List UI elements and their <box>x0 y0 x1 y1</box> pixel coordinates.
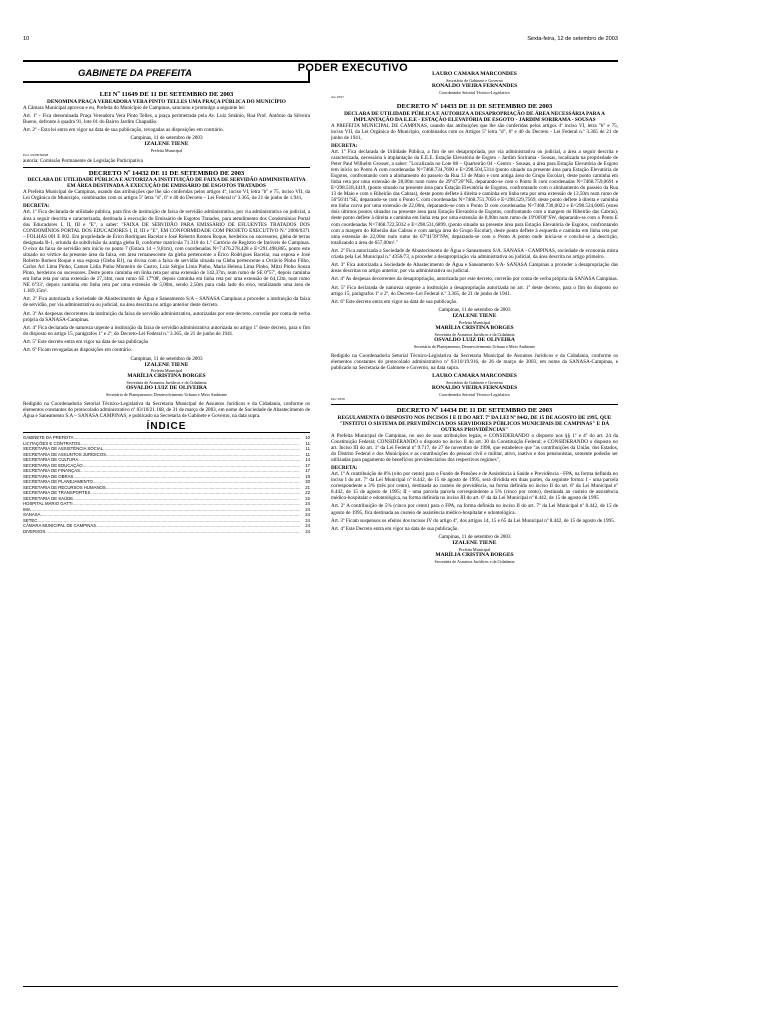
decree-14432-art6: Art. 6º Ficam revogadas as disposições em contrário. <box>23 347 133 354</box>
section-title: PODER EXECUTIVO <box>297 62 408 74</box>
index-entry-page: 24 <box>305 517 310 523</box>
index-entry-page: 19 <box>305 473 310 479</box>
signer-name: RONALDO VIEIRA FERNANDES <box>431 384 518 391</box>
decree-14432-art1: Art. 1º Fica declarada de utilidade pública, para fins de instituição de faixa de servidão administrativa, por via administrativa ou judicial, a área a seguir descrita e caracterizada, destinada à execução do Emissário de Esgotos Tratados, para atendimento dos Condomínios Portal dos Educadores I, II, III e "E", a saber: "FAIXA DE SERVIDÃO PARA EMISSÁRIO DE EFLUENTES TRATADOS DOS CONDOMÍNIOS PORTAL DOS EDUCADORES I, II, III e "E", EM CONFORMIDADE COM PROJETO EXECUTIVO N.º 2000/0371 – FOLHAS 001 E 002. Em propriedade de Érico Rodrigues Bacelar e José Roberto Romeu Roque, herdeiros ou sucessores, gleba de terras designada B-1, oriunda da subdivisão da antiga gleba B, conforme matrícula 71.310 do 1.º Cartório de Registro de Imóveis de Campinas. O eixo da faixa de servidão tem início no ponto 7 (Estaca 14 + 9,81m), com coordenadas N=7.476.278,428 e E=291.498,865, ponto este situado no vértice da presente área da faixa, em área remanescente da gleba pertencente a Érico Rodrigues Bacelar, sua esposa e José Roberto Romeu Roque e sua esposa (Gleba B1), na divisa com a faixa de servidão situada na Gleba pertencente a Octávio Pinho Filho, Carlos Ari Lima Pinho, Camen Lídia Pinho Monteiro de Castro, Luiz Sérgio Lima Pinho, Maria Helena Lima Pinho, Mitzi Pinho Souza Pinto, herdeiros ou sucessores. Deste ponto caminha em linha reta por uma extensão de 142,37m, num rumo de SE 0°57', depois caminha em linha reta por uma extensão de 27,34m, num rumo SE 17°08', depois caminha em linha reta por uma extensão de 64,12m, num rumo NE 6°33', depois caminha em linha reta por uma extensão de 5,00m, sendo 2,50m para cada lado do eixo, totalizando uma área de 1.169,15m². <box>23 209 310 295</box>
decree-14433-art4: Art. 4º As despesas decorrentes da desapropriação, autorizada por este decreto, correrão por conta de verba própria da SANASA Campinas. <box>331 276 618 283</box>
index-entry-page: 11 <box>305 440 310 446</box>
index-row <box>23 529 310 535</box>
index-entry-page: 24 <box>305 501 310 507</box>
decree-14434-art4: Art. 4º Este Decreto entra em vigor na data de sua publicação. <box>331 525 459 532</box>
index-list <box>23 432 310 534</box>
decree-14433-art6: Art. 6º Este decreto entra em vigor na data de sua publicação. <box>331 298 458 305</box>
newspaper-page <box>23 36 618 986</box>
decree-14432-art2: Art. 2º Fica autorizada a Sociedade de Abastecimento de Água e Saneamento S/A – SANASA Campinas a proceder a instituição da faixa de servidão, por via administrativa ou judicial, na área descrita no artigo anterior deste decreto. <box>23 296 310 309</box>
index-entry-page: 24 <box>305 523 310 529</box>
issue-date: Sexta-feira, 12 de setembro de 2003 <box>527 36 618 42</box>
decree-14433-place-date: Campinas, 11 de setembro de 2003 <box>438 307 511 314</box>
index-entry-name: SECRETARIA DE FINANÇAS <box>23 468 80 474</box>
index-entry-page: 24 <box>305 528 310 534</box>
signer-role: Secretária de Assuntos Jurídicos e da Cidadania <box>434 331 515 337</box>
signer-name: MARÍLIA CRISTINA BORGES <box>435 552 514 559</box>
decree-14433-redigido: Redigido na Coordenadoria Setorial Técnico-Legislativa da Secretaria Municipal de Assuntos Jurídicos e da Cidadania, conforme os elementos constantes do protocolado administrativo nº 03/10/19.916, de 26 de março de 2003, em nome da SANASA-Campinas, e publicado na Secretaria de Gabinete e Governo, na data supra. <box>331 352 618 371</box>
decree-14434-subtitle: REGULAMENTA O DISPOSTO NOS INCISOS I E II DO ART. 7º DA LEI Nº 8442, DE 15 DE AGOSTO DE 1995, QUE "INSTITUI O SISTEMA DE PREVIDÊNCIA DOS SERVIDORES PÚBLICOS MUNICIPAIS DE CAMPINAS" E DÁ OUTRAS PROVIDÊNCIAS" <box>337 414 612 433</box>
lei-title: LEI Nº 11649 DE 11 DE SETEMBRO DE 2003 <box>99 91 234 98</box>
signer-name: RONALDO VIEIRA FERNANDES <box>431 82 518 89</box>
signer-role: Secretária de Assuntos Jurídicos e da Cidadania <box>434 558 515 564</box>
decree-14434-intro: A Prefeita Municipal de Campinas, no uso de suas atribuições legais, e CONSIDERANDO o disposto nos §§ 1º e 4º do art. 24 da Constituição Federal; CONSIDERANDO o disposto no inciso II do art. 30 da Constituição Federal; e CONSIDERANDO o disposto no art. Inciso III do art. 1º da Lei Federal nº 9.717, de 27 de novembro de 1998, que estabelece que "as contribuições da União, dos Estados, do Distrito Federal e dos Municípios e as contribuições do pessoal civil e militar, ativo, inativo e dos pensionistas, somente poderão ser utilizadas para pagamento de benefícios previdenciários dos respectivos regimes", <box>331 432 618 463</box>
index-entry-name: SANASA <box>23 512 41 518</box>
index-entry-page: 17 <box>305 462 310 468</box>
index-title: ÍNDICE <box>146 421 187 433</box>
signer-name: LAURO CAMARA MARCONDES <box>432 372 517 379</box>
index-entry-page: 24 <box>305 506 310 512</box>
decree-14432-intro: A Prefeita Municipal de Campinas, usando das atribuições que lhe são conferidas pelos artigos 4º, inciso VI, letra "b" e 75, inciso VII, da Lei Orgânica do Município, combinados com os artigos 5º letra "d", 6º e 40 do Decreto – Lei Federal nº 3.365, de 21 de junho de 1.941, <box>23 189 310 202</box>
index-entry-name: SECRETARIA DE CULTURA <box>23 457 79 463</box>
index-entry-page: 22 <box>305 490 310 496</box>
decree-14434-art3: Art. 3º Ficam suspensos os efeitos dos incisos IV do artigo 4º, dos artigos 14, 15 e 65 da Lei Municipal nº 8.442, de 15 de agosto de 1995. <box>331 517 615 524</box>
signer-name: LAURO CAMARA MARCONDES <box>432 71 517 77</box>
decree-14432-title: DECRETO Nº 14432 DE 11 DE SETEMBRO DE 2003 <box>88 169 245 177</box>
signer-role: Prefeita Municipal <box>458 547 491 553</box>
index-entry-name: DIVERSOS <box>23 528 46 534</box>
lei-signer-role: Prefeita Municipal <box>150 148 183 154</box>
lei-art1: Art. 1º - Fica denominada Praça Vereadora Vera Pinto Telles, a praça perimetrada pela Av. Luiz Smânio, Rua Prof. Antônio da Silveira Bueno, defronte à quadra 91, lote 01 do Bairro Jardim Chapadão. <box>23 112 310 125</box>
signer-role: Prefeita Municipal <box>150 368 183 374</box>
signer-role: Prefeita Municipal <box>458 320 491 326</box>
signer-name: IZALENE TIENE <box>452 313 497 320</box>
decree-14433-art5: Art. 5º Fica declarada de natureza urgente a instituição a desapropriação autorizada no art. 1º deste decreto, para o fim do disposto no artigo 15, parágrafos 1º e 2º, do Decreto–Lei Federal n.º 3.365, de 21 de junho de 1941. <box>331 284 618 297</box>
left-column <box>23 68 310 564</box>
index-entry-name: SECRETARIA DE ASSISTÊNCIA SOCIAL <box>23 446 104 452</box>
index-entry-name: SECRETARIA DE EDUCAÇÃO <box>23 462 83 468</box>
index-entry-name: CÂMARA MUNICIPAL DE CAMPINAS <box>23 523 97 529</box>
index-entry-page: 22 <box>305 495 310 501</box>
signer-name: MARÍLIA CRISTINA BORGES <box>435 325 514 332</box>
index-entry-name: SECRETARIA DE ASSUNTOS JURÍDICOS <box>23 451 106 457</box>
lei-art2: Art. 2º - Esta lei entra em vigor na data de sua publicação, revogadas as disposições em contrário. <box>23 127 224 134</box>
index-entry-name: SECRETARIA DE OBRAS <box>23 473 74 479</box>
decree-14432-art5: Art. 5º Este decreto entra em vigor na data de sua publicação <box>23 339 149 346</box>
index-entry-page: 10 <box>305 435 310 441</box>
signer-name: IZALENE TIENE <box>452 540 497 547</box>
index-entry-name: SETEC <box>23 517 38 523</box>
decree-14434-art1: Art. 1º A contribuição de 8% (oito por cento) para o Fundo de Pensões e de Assistência à Saúde e Previdência - FPA, na forma definida no inciso I do art. 7º da Lei Municipal nº 8.442, de 15 de agosto de 1995, será dividida em duas partes, da seguinte forma: I - uma parcela correspondente a 3% (três por cento), destinada ao custeio de previdência, na forma definida no inciso II do art. 6º da Lei Municipal nº 8.442, de 15 de agosto de 1995; II - uma parcela parcela correspondente a 5% (cinco por cento), destinada ao custeio de assistência médico-hospitalar e odontológica, na forma definida no inciso III do art. 6º da da Lei Municipal nº 8.442, de 15 de agosto de 1995 <box>331 471 618 502</box>
decree-14433-subtitle: DECLARA DE UTILIDADE PÚBLICA E AUTORIZA A DESAPROPRIAÇÃO DE ÁREA NECESSÁRIA PARA A IMPLANTAÇÃO DA E.E.E - ESTAÇÃO ELEVATÓRIA DE ESGOTO - JARDIM SORIRAMA - SOUSAS <box>344 110 605 123</box>
index-entry-page: 21 <box>305 484 310 490</box>
lei-authorship: autoria: Comissão Permanente de Legislação Participativa <box>23 157 143 164</box>
decree-14434-title: DECRETO Nº 14434 DE 11 DE SETEMBRO DE 2003 <box>396 407 553 415</box>
lei-place-date: Campinas, 11 de setembro de 2003 <box>130 135 203 142</box>
decree-14434-decreta: DECRETA: <box>331 465 358 471</box>
decree-14433-art2: Art. 2º Fica autorizada a Sociedade de Abastecimento de Água e Saneamento S/A. SANASA - CAMPINAS, sociedade de economia mista criada pela Lei Municipal n.º 4356/73, a proceder a desapropriação via administrativa ou judicial, da área descrita no artigo primeiro. <box>331 247 618 260</box>
right-column <box>331 71 618 564</box>
decree-14432-decreta: DECRETA: <box>23 203 50 210</box>
index-entry-page: 14 <box>305 457 310 463</box>
doc-reference: Doc.0359 <box>331 396 345 401</box>
index-leader-dots <box>45 529 300 535</box>
signer-name: OSVALDO LUIZ DE OLIVEIRA <box>434 336 515 343</box>
signer-role: Secretária de Assuntos Jurídicos e da Cidadania <box>126 380 207 386</box>
signer-role: Secretário de Gabinete e Governo <box>446 77 503 83</box>
signer-role: Coordenador Setorial Técnico-Legislativo <box>439 391 510 397</box>
decree-14432-redigido: Redigido na Coordenadoria Setorial Técnico-Legislativa da Secretaria Municipal de Assuntos Jurídicos e da Cidadania, conforme os elementos constantes do protocolado administrativo nº 03/10/21.168, de 31 de março de 2003, em nome de Sociedade de Abastecimento de Água e Saneamento S.A – SANASA CAMPINAS, e publicado na Secretaria de Gabinete e Governo, na data supra. <box>23 401 310 420</box>
index-entry-name: SECRETARIA DE SAÚDE <box>23 495 74 501</box>
index-entry-name: SECRETARIA DE TRANSPORTES <box>23 490 91 496</box>
decree-14434-place-date: Campinas, 11 de setembro de 2003 <box>438 534 511 541</box>
decree-14434-art2: Art. 2º A contribuição de 5% (cinco por cento) para o FPA, na forma definida no inciso II do art. 7º da Lei Municipal nº 8.442, de 15 de agosto de 1995, fica destinada ao custeio de assistência médico-hospitalar e odontológica. <box>331 503 618 516</box>
doc-reference: doc.0357 <box>331 94 344 99</box>
index-entry-page: 20 <box>305 479 310 485</box>
protocol-number: Prot. 03/08/36648 <box>23 153 49 158</box>
signer-role: Coordenador Setorial Técnico-Legislativo <box>439 89 510 95</box>
lei-intro: A Câmara Municipal aprovou e eu, Prefeita do Município de Campinas, sanciono e promulgo a seguinte lei: <box>23 104 246 111</box>
index-entry-page: 24 <box>305 512 310 518</box>
divider <box>23 167 310 168</box>
signer-name: MARÍLIA CRISTINA BORGES <box>127 373 206 380</box>
signer-role: Secretário de Planejamento, Desenvolvimento Urbano e Meio Ambiente <box>105 392 228 398</box>
department-banner <box>23 68 310 83</box>
index-entry-page: 11 <box>305 451 310 457</box>
lei-subtitle: DENOMINA PRAÇA VEREADORA VERA PINTO TELLES UMA PRAÇA PÚBLICA DO MUNICÍPIO <box>47 98 286 105</box>
decree-14432-art3: Art. 3º As despesas decorrentes da instituição da faixa de servidão administrativa, autorizadas por este decreto, correrão por conta de verba própria da SANASA-Campinas. <box>23 310 310 323</box>
index-entry-page: 11 <box>305 446 310 452</box>
decree-14432-art4: Art. 4º Fica declarada de natureza urgente a instituição da faixa de servidão administrativa autorizada no artigo 1º deste decreto, para o fim do disposto no artigo 15, parágrafos 1º e 2º, do Decreto-Lei Federal n.º 3.365, de 21 de junho de 1941. <box>23 324 310 337</box>
index-entry-name: HOSPITAL MÁRIO GATTI <box>23 501 73 507</box>
index-entry-page: 17 <box>305 468 310 474</box>
divider <box>331 404 618 405</box>
signer-name: IZALENE TIENE <box>144 361 189 368</box>
signer-role: Secretário de Planejamento, Desenvolvimento Urbano e Meio Ambiente <box>413 343 536 349</box>
decree-14433-art3: Art. 3º Fica autorizada a Sociedade de Abastecimento de Água e Saneamento S/A- SANASA Campinas a proceder a desapropriação das áreas descritas no artigo anterior, por via administrativa ou judicial. <box>331 262 618 275</box>
decree-14432-subtitle: DECLARA DE UTILIDADE PÚBLICA E AUTORIZA A INSTITUIÇÃO DE FAIXA DE SERVIDÃO ADMINISTRATIVA EM ÁREA DESTINADA À EXECUÇÃO DE EMISSÁRIO DE ESGOTOS TRATADOS <box>27 177 306 190</box>
index-entry-name: LICITAÇÕES E CONTRATOS <box>23 440 81 446</box>
page-number: 10 <box>23 36 30 42</box>
signer-role: Secretário de Gabinete e Governo <box>446 379 503 385</box>
decree-14433-title: DECRETO Nº 14433 DE 11 DE SETEMBRO DE 2003 <box>396 103 553 111</box>
page-bottom-rule <box>23 986 618 987</box>
index-entry-name: GABINETE DA PREFEITA <box>23 435 74 441</box>
index-entry-name: SECRETARIA DE RECURSOS HUMANOS <box>23 484 106 490</box>
decree-14432-place-date: Campinas, 11 de setembro de 2003 <box>130 355 203 362</box>
lei-signer: IZALENE TIENE <box>144 141 189 148</box>
page-header <box>23 36 618 45</box>
decree-14433-intro: A PREFEITA MUNICIPAL DE CAMPINAS, usando das atribuições que lhe são conferidas pelos artigos 4º inciso VI, letra "b" e 75, inciso VII, da Lei Orgânica do Município, combinados com os Artigos 5º letra "d", 6º e 40 do Decreto - Lei Federal n.º 3.365 de 21 de junho de 1941, <box>331 122 618 141</box>
decree-14433-art1: Art. 1º Fica declarada de Utilidade Pública, a fim de ser desapropriada, por via administrativa ou judicial, a área a seguir descrita e caracterizada, necessária à implantação da E.E.E. Estação Elevatória de Esgoto – Jardim Sorirama - Sousas, localizada na propriedade de Peter Paul Wilhelm Grosser, a saber: "Localizada no Lote 08 – Quarteirão 04 - Centro - Sousas, a área para Estação Elevatória de Esgoto tem início no Ponto A com coordenadas N=7468.734,7690 e E=298.504,5314 (ponto situado na presente área para Estação Elevatória de Esgotos, confrontando com a alinhamento do passeio da Rua 13 de Maio e com antiga área do Grupo Escolar), deste ponto caminha em linha reta por uma extensão de 28,00m num rumo de 29º47'20"NE, deparando-se com o Ponto B com coordenadas N=7468.759,0691 e E=298.518,4419, (ponto situado na presente área para Estação Elevatória de Esgotos, confrontando com o alinhamento do passeio da Rua 13 de Maio e com o Ribeirão das Cabras), deste ponto deflete à direita e caminha em linha reta por uma extensão de 13,50m num rumo de 56º56'41"SE, deparando-se com o Ponto C com coordenadas N=7468.751,7056 e E=298.529,7569, deste ponto deflete à direita e caminha em linha curva por uma extensão de 22,00m, deparando-se com o Ponto D com coordenadas N=7468.730,0023 e E=298.524,6005 (estes dois últimos pontos situados na presente área para Estação Elevatória de Esgotos, confrontando com a margem do Ribeirão das Cabras), deste ponto deflete à direita e caminha em linha reta por uma extensão de 8,90m num rumo de 19º06'00"SW, deparando-se com o Ponto E com coordenadas N=7468.722,5032 e E=298.531,6899, (ponto situado na presente área para Estação Elevatória de Esgotos, confrontando com a margem do Ribeirão das Cabras e com antiga área do Grupo Escolar), deste ponto deflete à esquerda e caminha em linha reta por uma extensão de 22,00m num rumo de 67º41'39"NW, deparando-se com o Ponto A ponto onde inicia-se e conclui-se a descrição, totalizando a área de 657,00m²." <box>331 148 618 246</box>
index-entry-name: SECRETARIA DE PLANEJAMENTO <box>23 479 93 485</box>
signer-name: OSVALDO LUIZ DE OLIVEIRA <box>126 385 207 392</box>
decree-14433-decreta: DECRETA: <box>331 142 358 149</box>
department-title: GABINETE DA PREFEITA <box>78 68 193 79</box>
index-entry-name: IMA <box>23 506 31 512</box>
